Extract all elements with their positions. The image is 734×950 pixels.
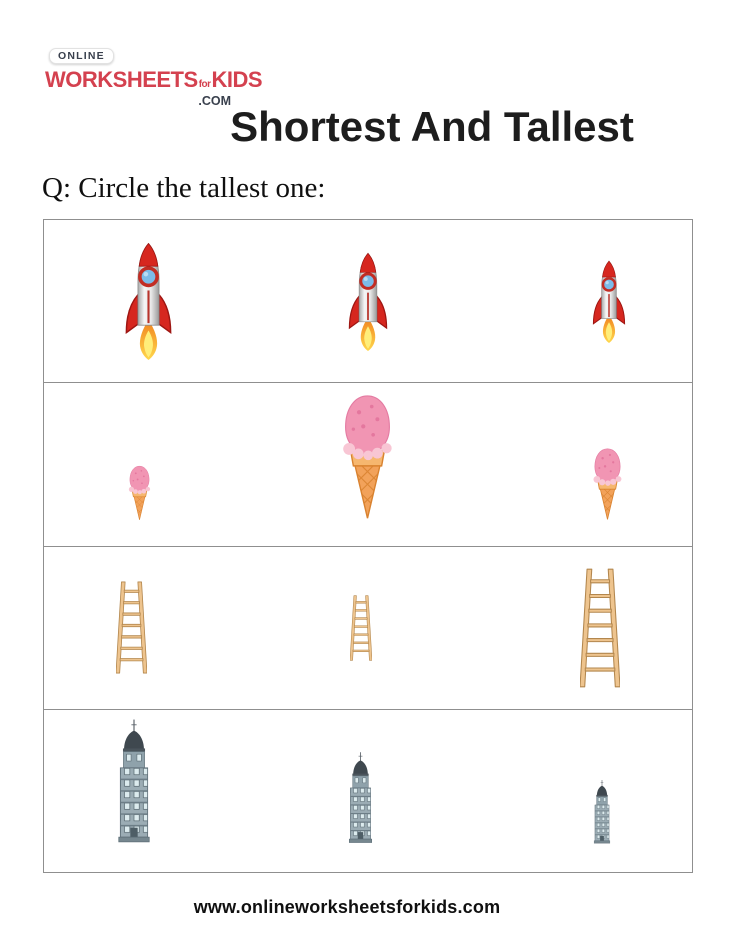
worksheet-row-ladders xyxy=(44,546,692,709)
logo-brand-connector: for xyxy=(198,79,211,90)
worksheet-row-rockets xyxy=(44,220,692,382)
worksheet-table xyxy=(43,219,693,873)
logo-brand-text xyxy=(45,67,263,93)
worksheet-row-ice-creams xyxy=(44,382,692,545)
worksheet-cell-ice-cream-tall xyxy=(260,383,476,545)
worksheet-cell-ice-cream-short xyxy=(44,383,260,545)
logo-domain-label: .COM xyxy=(198,94,231,108)
footer-url[interactable]: www.onlineworksheetsforkids.com xyxy=(193,897,501,917)
worksheet-cell-building-short xyxy=(476,710,692,872)
ladder-icon-medium[interactable] xyxy=(116,579,147,676)
worksheet-cell-building-medium xyxy=(260,710,476,872)
ladder-icon-short[interactable] xyxy=(350,593,372,663)
page-title: Shortest And Tallest xyxy=(230,103,634,150)
worksheet-cell-rocket-medium xyxy=(260,220,476,382)
worksheet-row-buildings xyxy=(44,709,692,872)
building-icon-medium[interactable] xyxy=(345,752,376,844)
building-icon-short[interactable] xyxy=(591,780,613,844)
ice-cream-icon-short[interactable] xyxy=(127,464,152,521)
ice-cream-icon-tall[interactable] xyxy=(339,391,396,521)
worksheet-cell-ladder-medium xyxy=(44,547,260,709)
rocket-icon-tall[interactable] xyxy=(119,242,178,360)
ladder-icon-tall[interactable] xyxy=(580,566,620,690)
site-logo xyxy=(45,46,263,108)
worksheet-cell-ladder-tall xyxy=(476,547,692,709)
worksheet-cell-rocket-short xyxy=(476,220,692,382)
logo-brand-suffix: KIDS xyxy=(211,67,263,92)
worksheet-cell-building-tall xyxy=(44,710,260,872)
rocket-icon-medium[interactable] xyxy=(343,252,393,351)
question-text: Q: Circle the tallest one: xyxy=(42,172,326,204)
building-icon-tall[interactable] xyxy=(113,719,155,844)
worksheet-cell-rocket-tall xyxy=(44,220,260,382)
logo-online-badge: ONLINE xyxy=(49,48,114,64)
logo-brand-main: WORKSHEETS xyxy=(45,67,198,92)
worksheet-cell-ladder-short xyxy=(260,547,476,709)
worksheet-cell-ice-cream-medium xyxy=(476,383,692,545)
ice-cream-icon-medium[interactable] xyxy=(591,446,624,521)
rocket-icon-short[interactable] xyxy=(588,260,630,343)
